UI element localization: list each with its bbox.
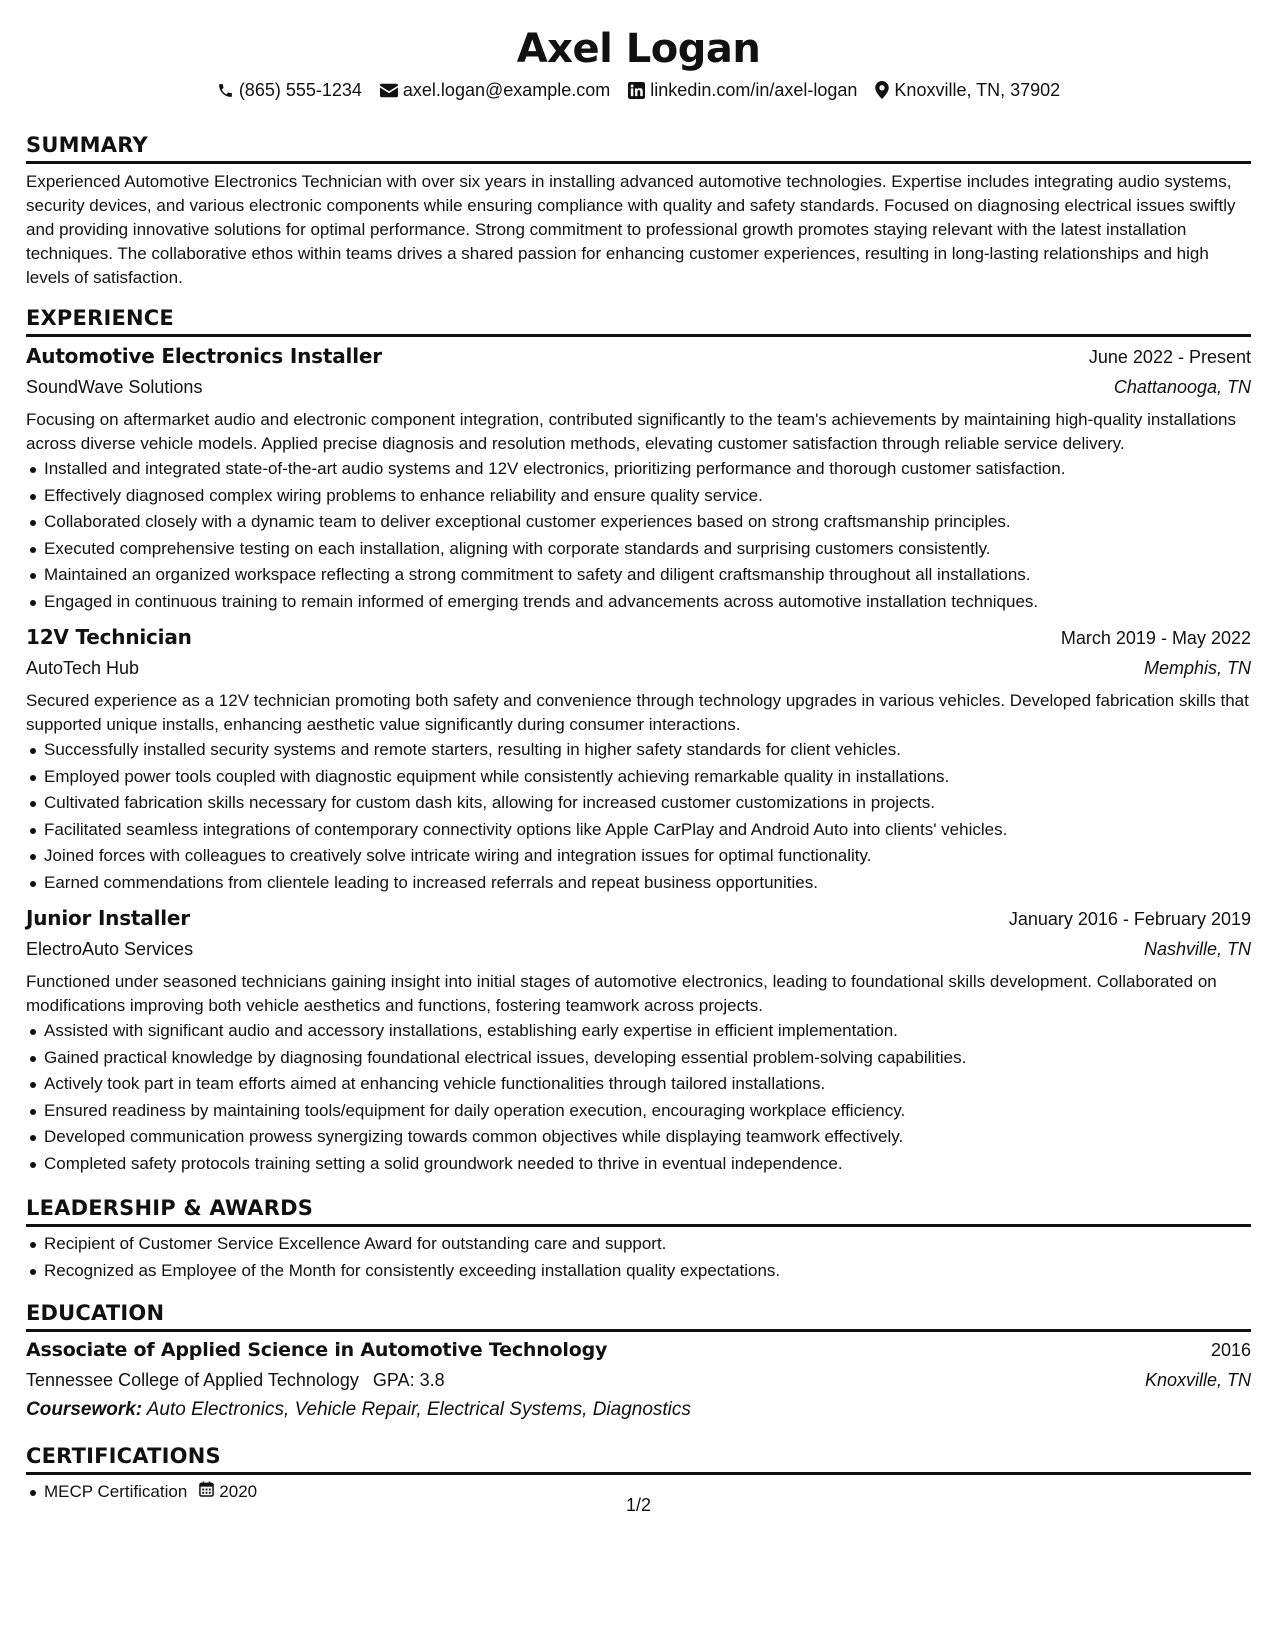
coursework	[26, 1395, 1251, 1425]
job-description: Secured experience as a 12V technician promoting both safety and convenience through technology upgrades in various vehicles. Developed fabrication skills that supported unique installs, enhancing aesthetic value significantly during consumer interactions.	[26, 691, 1249, 734]
degree-year: 2016	[1210, 1340, 1251, 1360]
page-number: 1/2	[625, 1495, 652, 1515]
job-entry	[26, 903, 1251, 1177]
list-item: Actively took part in team efforts aimed at enhancing vehicle functionalities through tailored installations.	[26, 1071, 1251, 1098]
school-line	[26, 1365, 445, 1395]
summary-text: Experienced Automotive Electronics Technician with over six years in installing advanced automotive technologies. Expertise includes integrating audio systems, security devices, and various electronic components while ensuring compliance with quality and safety standards. Focused on diagnosing electrical issues swiftly and providing innovative solutions for optimal performance. Strong commitment to professional growth promotes staying relevant with the latest installation techniques. The collaborative ethos within teams drives a shared passion for enhancing customer experiences, resulting in long-lasting relationships and high levels of satisfaction.	[26, 172, 1236, 287]
candidate-name: Axel Logan	[516, 26, 761, 72]
job-dates: January 2016 - February 2019	[1008, 909, 1251, 929]
list-item: Completed safety protocols training setting a solid groundwork needed to thrive in eventual independence.	[26, 1151, 1251, 1178]
contact-linkedin[interactable]	[628, 78, 857, 102]
job-dates: June 2022 - Present	[1088, 347, 1251, 367]
linkedin-link[interactable]: linkedin.com/in/axel-logan	[650, 80, 858, 100]
job-subheader	[26, 934, 1251, 964]
job-bullets	[26, 1018, 1251, 1177]
job-title: Junior Installer	[26, 906, 190, 930]
company-name: ElectroAuto Services	[26, 939, 194, 959]
job-title: Automotive Electronics Installer	[26, 344, 382, 368]
email-link[interactable]: axel.logan@example.com	[402, 80, 611, 100]
job-bullets	[26, 456, 1251, 615]
list-item: Installed and integrated state-of-the-art audio systems and 12V electronics, prioritizing performance and thorough customer satisfaction.	[26, 456, 1251, 483]
job-description: Functioned under seasoned technicians gaining insight into initial stages of automotive electronics, leading to foundational skills development. Collaborated on modifications improving both vehicle aesthetics and functions, fostering teamwork across projects.	[26, 972, 1217, 1015]
job-header	[26, 341, 1251, 372]
job-title: 12V Technician	[26, 625, 192, 649]
section-title: CERTIFICATIONS	[26, 1443, 1251, 1475]
contact-phone	[217, 78, 362, 102]
degree-title: Associate of Applied Science in Automotive Technology	[26, 1339, 608, 1361]
education-section	[26, 1300, 1251, 1425]
job-subheader	[26, 372, 1251, 402]
gpa: GPA: 3.8	[372, 1370, 445, 1390]
job-location: Nashville, TN	[1143, 939, 1251, 959]
certification-year: 2020	[219, 1482, 258, 1501]
job-dates: March 2019 - May 2022	[1060, 628, 1251, 648]
list-item: Successfully installed security systems and remote starters, resulting in higher safety standards for client vehicles.	[26, 737, 1251, 764]
job-subheader	[26, 653, 1251, 683]
job-location: Chattanooga, TN	[1113, 377, 1251, 397]
section-title: EDUCATION	[26, 1300, 1251, 1332]
job-location: Memphis, TN	[1143, 658, 1251, 678]
envelope-icon	[380, 83, 398, 98]
job-entry	[26, 341, 1251, 615]
job-header	[26, 903, 1251, 934]
summary-section	[26, 132, 1251, 290]
list-item: Maintained an organized workspace reflecting a strong commitment to safety and diligent craftsmanship throughout all installations.	[26, 562, 1251, 589]
list-item: Recognized as Employee of the Month for consistently exceeding installation quality expectations.	[26, 1258, 1251, 1285]
section-title: LEADERSHIP & AWARDS	[26, 1195, 1251, 1227]
list-item: Facilitated seamless integrations of contemporary connectivity options like Apple CarPlay and Android Auto into clients' vehicles.	[26, 817, 1251, 844]
certification-name: MECP Certification	[44, 1482, 188, 1501]
list-item: Engaged in continuous training to remain informed of emerging trends and advancements across automotive installation techniques.	[26, 589, 1251, 616]
list-item: Developed communication prowess synergizing towards common objectives while displaying teamwork effectively.	[26, 1124, 1251, 1151]
contact-email[interactable]	[380, 78, 610, 102]
job-bullets	[26, 737, 1251, 896]
contact-bar	[26, 78, 1251, 102]
education-header	[26, 1335, 1251, 1365]
section-title: EXPERIENCE	[26, 305, 1251, 337]
list-item: Earned commendations from clientele leading to increased referrals and repeat business opportunities.	[26, 870, 1251, 897]
phone-text: (865) 555-1234	[238, 80, 362, 100]
list-item: Recipient of Customer Service Excellence Award for outstanding care and support.	[26, 1231, 1251, 1258]
map-pin-icon	[875, 81, 889, 99]
list-item: Executed comprehensive testing on each installation, aligning with corporate standards and surprising customers consistently.	[26, 536, 1251, 563]
list-item: Joined forces with colleagues to creatively solve intricate wiring and integration issues for optimal functionality.	[26, 843, 1251, 870]
list-item: Employed power tools coupled with diagnostic equipment while consistently achieving remarkable quality in installations.	[26, 764, 1251, 791]
company-name: AutoTech Hub	[26, 658, 140, 678]
phone-icon	[217, 82, 234, 99]
location-text: Knoxville, TN, 37902	[894, 80, 1061, 100]
job-entry	[26, 622, 1251, 896]
section-title: SUMMARY	[26, 132, 1251, 164]
job-header	[26, 622, 1251, 653]
list-item: Collaborated closely with a dynamic team to deliver exceptional customer experiences based on strong craftsmanship principles.	[26, 509, 1251, 536]
coursework-label: Coursework:	[26, 1399, 143, 1420]
job-description: Focusing on aftermarket audio and electronic component integration, contributed significantly to the team's achievements by maintaining high-quality installations across diverse vehicle models. Applied precise diagnosis and resolution methods, elevating customer satisfaction through reliable service delivery.	[26, 410, 1236, 453]
awards-section	[26, 1195, 1251, 1284]
list-item: Cultivated fabrication skills necessary for custom dash kits, allowing for increased customer customizations in projects.	[26, 790, 1251, 817]
awards-bullets	[26, 1231, 1251, 1284]
school-name: Tennessee College of Applied Technology	[26, 1370, 359, 1390]
school-location: Knoxville, TN	[1144, 1370, 1251, 1390]
list-item: Assisted with significant audio and accessory installations, establishing early expertise in efficient implementation.	[26, 1018, 1251, 1045]
education-subheader	[26, 1365, 1251, 1395]
experience-section	[26, 305, 1251, 1177]
contact-location	[875, 78, 1060, 102]
linkedin-icon	[628, 82, 645, 99]
list-item: Gained practical knowledge by diagnosing foundational electrical issues, developing essential problem-solving capabilities.	[26, 1045, 1251, 1072]
coursework-list: Auto Electronics, Vehicle Repair, Electrical Systems, Diagnostics	[146, 1399, 691, 1420]
list-item: Effectively diagnosed complex wiring problems to enhance reliability and ensure quality service.	[26, 483, 1251, 510]
resume-page	[26, 0, 1251, 1650]
list-item: Ensured readiness by maintaining tools/equipment for daily operation execution, encouraging workplace efficiency.	[26, 1098, 1251, 1125]
company-name: SoundWave Solutions	[26, 377, 203, 397]
